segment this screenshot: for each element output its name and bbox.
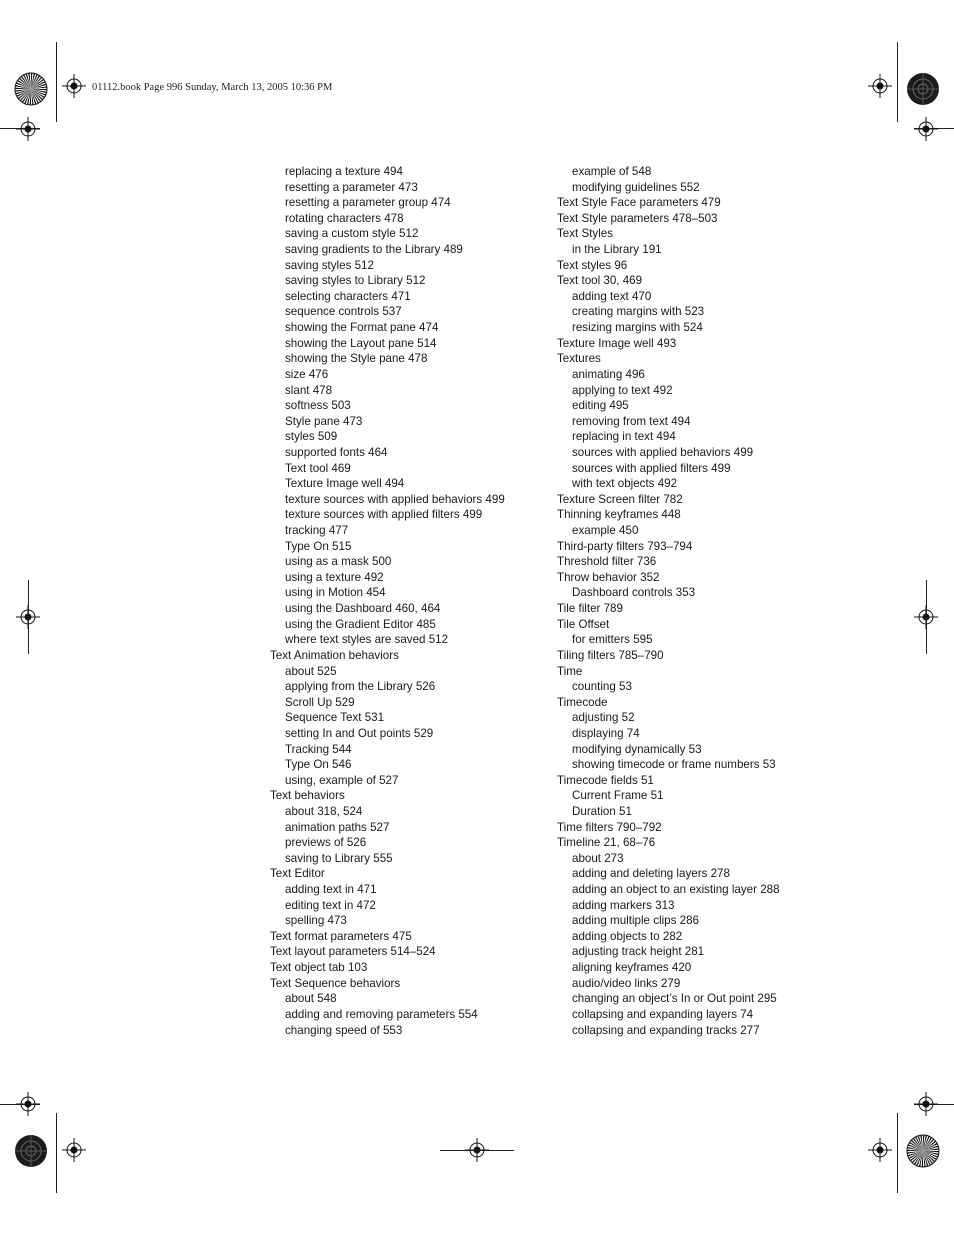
index-subentry: Type On 546 bbox=[285, 758, 352, 772]
index-subentry: changing an object’s In or Out point 295 bbox=[572, 992, 777, 1006]
index-subentry: adding objects to 282 bbox=[572, 929, 683, 943]
registration-mark-icon bbox=[16, 117, 40, 141]
index-entry: Tile filter 789 bbox=[557, 602, 623, 616]
index-subentry: spelling 473 bbox=[285, 914, 347, 928]
index-subentry: animation paths 527 bbox=[285, 820, 390, 834]
index-subentry: Scroll Up 529 bbox=[285, 695, 355, 709]
index-subentry: selecting characters 471 bbox=[285, 289, 411, 303]
index-subentry: Type On 515 bbox=[285, 539, 352, 553]
index-subentry: Current Frame 51 bbox=[572, 789, 664, 803]
registration-mark-icon bbox=[62, 1138, 86, 1162]
index-entry: Text Style parameters 478–503 bbox=[557, 211, 718, 225]
index-entry: Tile Offset bbox=[557, 617, 610, 631]
index-subentry: softness 503 bbox=[285, 399, 351, 413]
index-subentry: using as a mask 500 bbox=[285, 555, 392, 569]
index-subentry: adjusting 52 bbox=[572, 711, 635, 725]
index-subentry: saving a custom style 512 bbox=[285, 227, 419, 241]
index-entry: Time filters 790–792 bbox=[557, 820, 662, 834]
index-subentry: with text objects 492 bbox=[572, 477, 678, 491]
index-subentry: collapsing and expanding tracks 277 bbox=[572, 1023, 760, 1037]
index-entry: Text Sequence behaviors bbox=[270, 976, 401, 990]
index-subentry: saving to Library 555 bbox=[285, 851, 393, 865]
index-subentry: saving gradients to the Library 489 bbox=[285, 243, 463, 257]
index-subentry: Texture Image well 494 bbox=[285, 477, 405, 491]
crop-mark-top-right-v bbox=[897, 42, 898, 122]
page-header-slug: 01112.book Page 996 Sunday, March 13, 2005 10:36 PM bbox=[92, 82, 333, 93]
index-subentry: aligning keyframes 420 bbox=[572, 961, 692, 975]
index-entry: Texture Screen filter 782 bbox=[557, 492, 683, 506]
index-subentry: replacing in text 494 bbox=[572, 430, 676, 444]
index-subentry: adding markers 313 bbox=[572, 898, 675, 912]
index-subentry: slant 478 bbox=[285, 383, 333, 397]
index-subentry: using in Motion 454 bbox=[285, 586, 386, 600]
registration-mark-icon bbox=[914, 117, 938, 141]
index-entry: Textures bbox=[557, 352, 601, 366]
index-subentry: Tracking 544 bbox=[285, 742, 352, 756]
index-subentry: sources with applied behaviors 499 bbox=[572, 445, 754, 459]
index-subentry: adding text 470 bbox=[572, 289, 652, 303]
index-subentry: supported fonts 464 bbox=[285, 445, 388, 459]
index-entry: Text Style Face parameters 479 bbox=[557, 196, 721, 210]
crop-mark-top-left-v bbox=[56, 42, 57, 122]
index-subentry: changing speed of 553 bbox=[285, 1023, 403, 1037]
index-subentry: tracking 477 bbox=[285, 524, 349, 538]
index-subentry: replacing a texture 494 bbox=[285, 165, 403, 178]
registration-mark-icon bbox=[62, 74, 86, 98]
index-subentry: applying from the Library 526 bbox=[285, 680, 436, 694]
registration-line bbox=[440, 1150, 514, 1151]
index-subentry: resizing margins with 524 bbox=[572, 321, 703, 335]
index-entry: Thinning keyframes 448 bbox=[557, 508, 681, 522]
index-subentry: using the Dashboard 460, 464 bbox=[285, 602, 441, 616]
index-subentry: adding and deleting layers 278 bbox=[572, 867, 730, 881]
index-subentry: previews of 526 bbox=[285, 836, 367, 850]
index-subentry: adding text in 471 bbox=[285, 883, 377, 897]
index-subentry: editing text in 472 bbox=[285, 898, 376, 912]
index-subentry: example of 548 bbox=[572, 165, 652, 178]
index-subentry: texture sources with applied behaviors 499 bbox=[285, 492, 505, 506]
index-entry: Third-party filters 793–794 bbox=[557, 539, 693, 553]
index-subentry: Sequence Text 531 bbox=[285, 711, 385, 725]
index-subentry: using the Gradient Editor 485 bbox=[285, 617, 436, 631]
index-entry: Time bbox=[557, 664, 583, 678]
index-subentry: example 450 bbox=[572, 524, 639, 538]
index-subentry: animating 496 bbox=[572, 367, 645, 381]
index-subentry: Duration 51 bbox=[572, 804, 632, 818]
registration-line bbox=[926, 580, 927, 654]
index-subentry: setting In and Out points 529 bbox=[285, 726, 434, 740]
crop-mark-bottom-left-v bbox=[56, 1113, 57, 1193]
index-subentry: about 273 bbox=[572, 851, 624, 865]
index-entry: Text behaviors bbox=[270, 789, 345, 803]
index-subentry: collapsing and expanding layers 74 bbox=[572, 1007, 754, 1021]
index-subentry: in the Library 191 bbox=[572, 243, 662, 257]
index-subentry: size 476 bbox=[285, 367, 329, 381]
index-subentry: creating margins with 523 bbox=[572, 305, 705, 319]
index-entry: Text styles 96 bbox=[557, 258, 628, 272]
index-subentry: adding an object to an existing layer 288 bbox=[572, 883, 780, 897]
index-subentry: showing the Style pane 478 bbox=[285, 352, 428, 366]
index-subentry: using a texture 492 bbox=[285, 570, 384, 584]
index-subentry: styles 509 bbox=[285, 430, 338, 444]
index-subentry: about 318, 524 bbox=[285, 804, 363, 818]
index-subentry: displaying 74 bbox=[572, 726, 640, 740]
index-subentry: Dashboard controls 353 bbox=[572, 586, 696, 600]
index-entry: Text Animation behaviors bbox=[270, 648, 399, 662]
index-subentry: audio/video links 279 bbox=[572, 976, 681, 990]
registration-mark-icon bbox=[914, 1092, 938, 1116]
index-subentry: where text styles are saved 512 bbox=[285, 633, 449, 647]
index-subentry: modifying guidelines 552 bbox=[572, 180, 700, 194]
index-entry: Text Styles bbox=[557, 227, 614, 241]
registration-mark-icon bbox=[868, 74, 892, 98]
index-subentry: showing timecode or frame numbers 53 bbox=[572, 758, 776, 772]
index-subentry: about 548 bbox=[285, 992, 337, 1006]
index-subentry: saving styles 512 bbox=[285, 258, 374, 272]
index-subentry: saving styles to Library 512 bbox=[285, 274, 426, 288]
index-subentry: Style pane 473 bbox=[285, 414, 363, 428]
index-subentry: texture sources with applied filters 499 bbox=[285, 508, 483, 522]
index-subentry: about 525 bbox=[285, 664, 337, 678]
index-entry: Tiling filters 785–790 bbox=[557, 648, 664, 662]
index-subentry: showing the Layout pane 514 bbox=[285, 336, 437, 350]
registration-mark-icon bbox=[16, 1092, 40, 1116]
index-entry: Threshold filter 736 bbox=[557, 555, 657, 569]
index-subentry: using, example of 527 bbox=[285, 773, 399, 787]
index-subentry: rotating characters 478 bbox=[285, 211, 404, 225]
index-subentry: resetting a parameter group 474 bbox=[285, 196, 451, 210]
index-subentry: counting 53 bbox=[572, 680, 632, 694]
index-entry: Timeline 21, 68–76 bbox=[557, 836, 656, 850]
index-entry: Text layout parameters 514–524 bbox=[270, 945, 436, 959]
color-target-icon bbox=[906, 72, 940, 106]
index-subentry: editing 495 bbox=[572, 399, 629, 413]
index-entry: Text format parameters 475 bbox=[270, 929, 412, 943]
index-subentry: adding and removing parameters 554 bbox=[285, 1007, 478, 1021]
index-subentry: applying to text 492 bbox=[572, 383, 673, 397]
index-subentry: adding multiple clips 286 bbox=[572, 914, 699, 928]
star-target-icon bbox=[906, 1134, 940, 1168]
index-subentry: modifying dynamically 53 bbox=[572, 742, 702, 756]
index-column-left bbox=[270, 164, 540, 1038]
index-subentry: sequence controls 537 bbox=[285, 305, 402, 319]
index-subentry: sources with applied filters 499 bbox=[572, 461, 731, 475]
index-subentry: removing from text 494 bbox=[572, 414, 691, 428]
index-entry: Text object tab 103 bbox=[270, 961, 368, 975]
color-target-icon bbox=[14, 1134, 48, 1168]
index-entry: Timecode bbox=[557, 695, 608, 709]
registration-mark-icon bbox=[868, 1138, 892, 1162]
index-subentry: adjusting track height 281 bbox=[572, 945, 705, 959]
star-target-icon bbox=[14, 72, 48, 106]
index-subentry: for emitters 595 bbox=[572, 633, 653, 647]
crop-mark-bottom-right-v bbox=[897, 1113, 898, 1193]
index-entry: Texture Image well 493 bbox=[557, 336, 677, 350]
index-subentry: Text tool 469 bbox=[285, 461, 351, 475]
index-entry: Text tool 30, 469 bbox=[557, 274, 643, 288]
index-entry: Text Editor bbox=[270, 867, 325, 881]
index-subentry: showing the Format pane 474 bbox=[285, 321, 439, 335]
index-subentry: resetting a parameter 473 bbox=[285, 180, 418, 194]
index-column-right bbox=[557, 164, 827, 1038]
index-entry: Timecode fields 51 bbox=[557, 773, 654, 787]
registration-line bbox=[28, 580, 29, 654]
index-entry: Throw behavior 352 bbox=[557, 570, 660, 584]
